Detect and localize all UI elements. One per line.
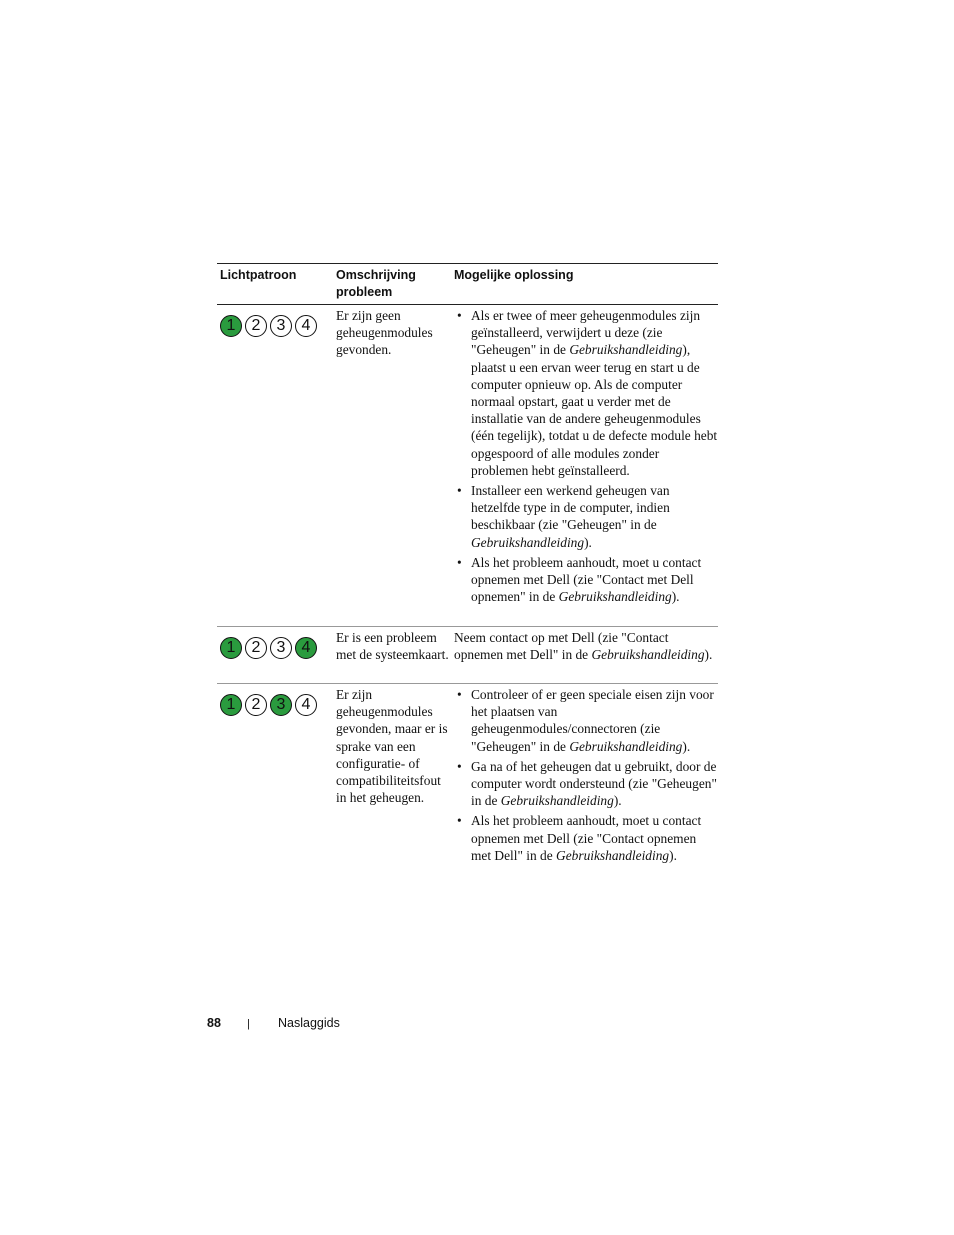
light-pattern-cell xyxy=(217,305,334,626)
solution-text: Neem contact op met Dell (zie "Contact opnemen met Dell" in de xyxy=(454,630,669,663)
problem-description: Er zijn geen geheugenmodules gevonden. xyxy=(336,308,433,358)
problem-description: Er zijn geheugenmodules gevonden, maar er is sprake van een configuratie- of compatibiliteitsfout in het geheugen. xyxy=(336,687,448,806)
footer-separator: | xyxy=(247,1018,250,1030)
solution-item xyxy=(454,812,718,864)
diagnostic-light-2: 2 xyxy=(245,694,267,716)
header-light-pattern: Lichtpatroon xyxy=(220,268,297,282)
manual-reference: Gebruikshandleiding xyxy=(471,534,585,550)
light-pattern-cell xyxy=(217,684,334,889)
table-row xyxy=(217,305,718,627)
diagnostic-light-3: 3 xyxy=(270,694,292,716)
document-title: Naslaggids xyxy=(278,1016,340,1030)
solution-text-end: ). xyxy=(613,793,622,809)
diagnostic-light-1: 1 xyxy=(220,694,242,716)
solution-text: Als er twee of meer geheugenmodules zijn geïnstalleerd, verwijdert u deze (zie "Geheugen" in de xyxy=(471,308,701,358)
diagnostic-lights xyxy=(220,694,334,716)
diagnostic-lights xyxy=(220,637,334,659)
table-row xyxy=(217,684,718,889)
solution-text-end: ). xyxy=(669,847,677,863)
solution-text-end: ), plaatst u een ervan weer terug en start u de computer opnieuw op. Als de computer normaal opstart, gaat u verder met de installatie van de andere geheugenmodules (één tegelijk), totdat u de defecte module hebt opgespoord of alle modules zonder problemen hebt geïnstalleerd. xyxy=(471,342,718,478)
diagnostic-light-4: 4 xyxy=(295,694,317,716)
solution-text: Als het probleem aanhoudt, moet u contact opnemen met Dell (zie "Contact opnemen met Dell" in de xyxy=(471,813,702,863)
solution-cell xyxy=(454,305,718,626)
solution-list xyxy=(454,307,718,605)
problem-description: Er is een probleem met de systeemkaart. xyxy=(336,630,449,663)
manual-reference: Gebruikshandleiding xyxy=(591,647,705,663)
solution-text: Als het probleem aanhoudt, moet u contact opnemen met Dell (zie "Contact met Dell opnemen" in de xyxy=(471,554,702,605)
diagnostic-light-4: 4 xyxy=(295,637,317,659)
manual-reference: Gebruikshandleiding xyxy=(500,793,614,809)
solution-paragraph xyxy=(454,629,718,663)
diagnostic-light-4: 4 xyxy=(295,315,317,337)
manual-reference: Gebruikshandleiding xyxy=(569,738,683,754)
solution-text: Ga na of het geheugen dat u gebruikt, door de computer wordt ondersteund (zie "Geheugen" in de xyxy=(471,758,717,809)
solution-text-end: ). xyxy=(671,589,680,605)
table-header xyxy=(217,264,718,305)
manual-reference: Gebruikshandleiding xyxy=(569,342,683,358)
header-solution: Mogelijke oplossing xyxy=(454,268,574,282)
solution-item xyxy=(454,686,718,755)
solution-text-end: ). xyxy=(682,738,691,754)
solution-item xyxy=(454,758,718,810)
solution-item xyxy=(454,482,718,551)
solution-cell xyxy=(454,684,718,889)
diagnostic-light-1: 1 xyxy=(220,637,242,659)
diagnostic-light-1: 1 xyxy=(220,315,242,337)
solution-text-end: ). xyxy=(584,534,592,550)
solution-cell xyxy=(454,627,718,683)
diagnostic-light-3: 3 xyxy=(270,315,292,337)
solution-text-end: ). xyxy=(704,647,713,663)
manual-reference: Gebruikshandleiding xyxy=(558,589,672,605)
solution-text: Controleer of er geen speciale eisen zijn voor het plaatsen van geheugenmodules/connectoren (zie "Geheugen" in de xyxy=(471,687,714,754)
diagnostic-light-2: 2 xyxy=(245,637,267,659)
solution-item xyxy=(454,554,718,606)
solution-list xyxy=(454,686,718,864)
diagnostic-lights xyxy=(220,315,334,337)
manual-reference: Gebruikshandleiding xyxy=(556,847,670,863)
page-number: 88 xyxy=(207,1016,221,1030)
diagnostic-light-2: 2 xyxy=(245,315,267,337)
diagnostic-light-3: 3 xyxy=(270,637,292,659)
solution-text: Installeer een werkend geheugen van hetzelfde type in de computer, indien beschikbaar (zie "Geheugen" in de xyxy=(471,483,670,533)
header-description xyxy=(334,264,454,304)
solution-item xyxy=(454,307,718,479)
header-description-text: Omschrijving probleem xyxy=(336,268,416,299)
table-row xyxy=(217,627,718,684)
diagnostic-lights-table xyxy=(217,263,718,889)
light-pattern-cell xyxy=(217,627,334,683)
